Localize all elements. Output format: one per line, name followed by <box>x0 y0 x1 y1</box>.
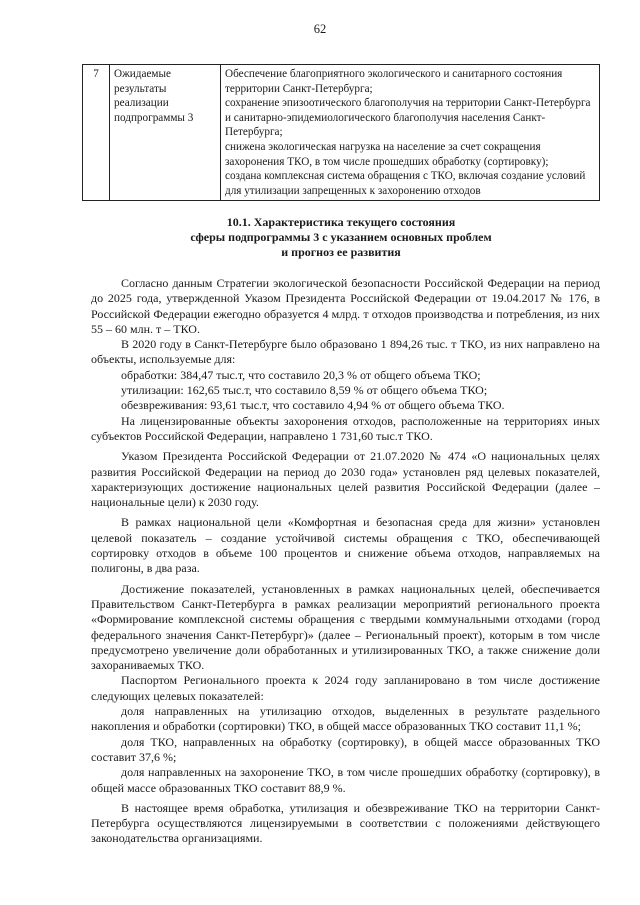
paragraph: обработки: 384,47 тыс.т, что составило 20,3 % от общего объема ТКО; <box>121 367 481 382</box>
paragraph: утилизации: 162,65 тыс.т, что составило 8,59 % от общего объема ТКО; <box>121 383 488 398</box>
paragraph: Паспортом Регионального проекта к 2024 году запланировано в том числе достижение следующих целевых показателей: <box>91 673 600 703</box>
row-label: Ожидаемые результаты реализации подпрограммы 3 <box>110 65 221 201</box>
paragraph: В рамках национальной цели «Комфортная и безопасная среда для жизни» установлен целевой показатель – создание устойчивой системы обращения с ТКО, обеспечивающей сортировку отходов в объеме 100 процентов и снижение объема отходов, направляемых на полигоны, в два раза. <box>91 515 600 576</box>
table-row <box>83 65 600 201</box>
paragraph: Указом Президента Российской Федерации от 21.07.2020 № 474 «О национальных целях развития Российской Федерации на период до 2030 года» установлен ряд целевых показателей, характеризующих достижение национальных целей развития Российской Федерации (далее – национальные цели) к 2030 году. <box>91 449 600 510</box>
paragraph: На лицензированные объекты захоронения отходов, расположенные на территориях иных субъектов Российской Федерации, направлено 1 731,60 тыс.т ТКО. <box>91 413 600 443</box>
result-item: Обеспечение благоприятного экологического и санитарного состояния территории Санкт-Петербурга; <box>225 68 563 95</box>
paragraph: обезвреживания: 93,61 тыс.т, что составило 4,94 % от общего объема ТКО. <box>121 398 505 413</box>
heading-line: сферы подпрограммы 3 с указанием основных проблем <box>190 230 492 244</box>
page-number: 62 <box>313 22 327 36</box>
paragraph: В настоящее время обработка, утилизация и обезвреживание ТКО на территории Санкт-Петербурга осуществляются лицензируемыми в соответствии с положениями действующего законодательства организациями. <box>91 800 600 846</box>
result-item: сохранение эпизоотического благополучия на территории Санкт-Петербурга и санитарно-эпидемиологического благополучия населения Санкт-Петербурга; <box>225 97 591 139</box>
results-table <box>82 64 600 201</box>
paragraph: Достижение показателей, установленных в рамках национальных целей, обеспечивается Правительством Санкт-Петербурга в рамках реализации мероприятий регионального проекта «Формирование комплексной системы обращения с твердыми коммунальными отходами (город федерального значения Санкт-Петербург)» (далее – Региональный проект), которым в том числе предусмотрено увеличение доли обработанных и утилизированных ТКО, а также снижение доли захораниваемых ТКО. <box>91 581 600 673</box>
paragraph: доля ТКО, направленных на обработку (сортировку), в общей массе образованных ТКО составит 37,6 %; <box>91 734 600 764</box>
body-text <box>91 276 600 847</box>
heading-line: и прогноз ее развития <box>281 245 401 259</box>
paragraph: Согласно данным Стратегии экологической безопасности Российской Федерации на период до 2025 года, утвержденной Указом Президента Российской Федерации от 19.04.2017 № 176, в Российской Федерации ежегодно образуется 4 млрд. т отходов производства и потребления, из них 55 – 60 млн. т – ТКО. <box>91 276 600 336</box>
paragraph: В 2020 году в Санкт-Петербурге было образовано 1 894,26 тыс. т ТКО, из них направлено на объекты, используемые для: <box>91 337 600 367</box>
row-results <box>221 65 600 201</box>
heading-line: 10.1. Характеристика текущего состояния <box>226 215 456 229</box>
row-number: 7 <box>83 65 110 201</box>
section-heading <box>82 215 600 260</box>
paragraph: доля направленных на утилизацию отходов, выделенных в результате раздельного накопления и обработки (сортировки) ТКО, в общей массе образованных ТКО составит 11,1 %; <box>91 704 600 734</box>
result-item: снижена экологическая нагрузка на население за счет сокращения захоронения ТКО, в том числе прошедших обработку (сортировку); <box>225 140 549 168</box>
paragraph: доля направленных на захоронение ТКО, в том числе прошедших обработку (сортировку), в общей массе образованных ТКО составит 88,9 %. <box>91 765 600 795</box>
result-item: создана комплексная система обращения с ТКО, включая создание условий для утилизации запрещенных к захоронению отходов <box>225 170 586 197</box>
